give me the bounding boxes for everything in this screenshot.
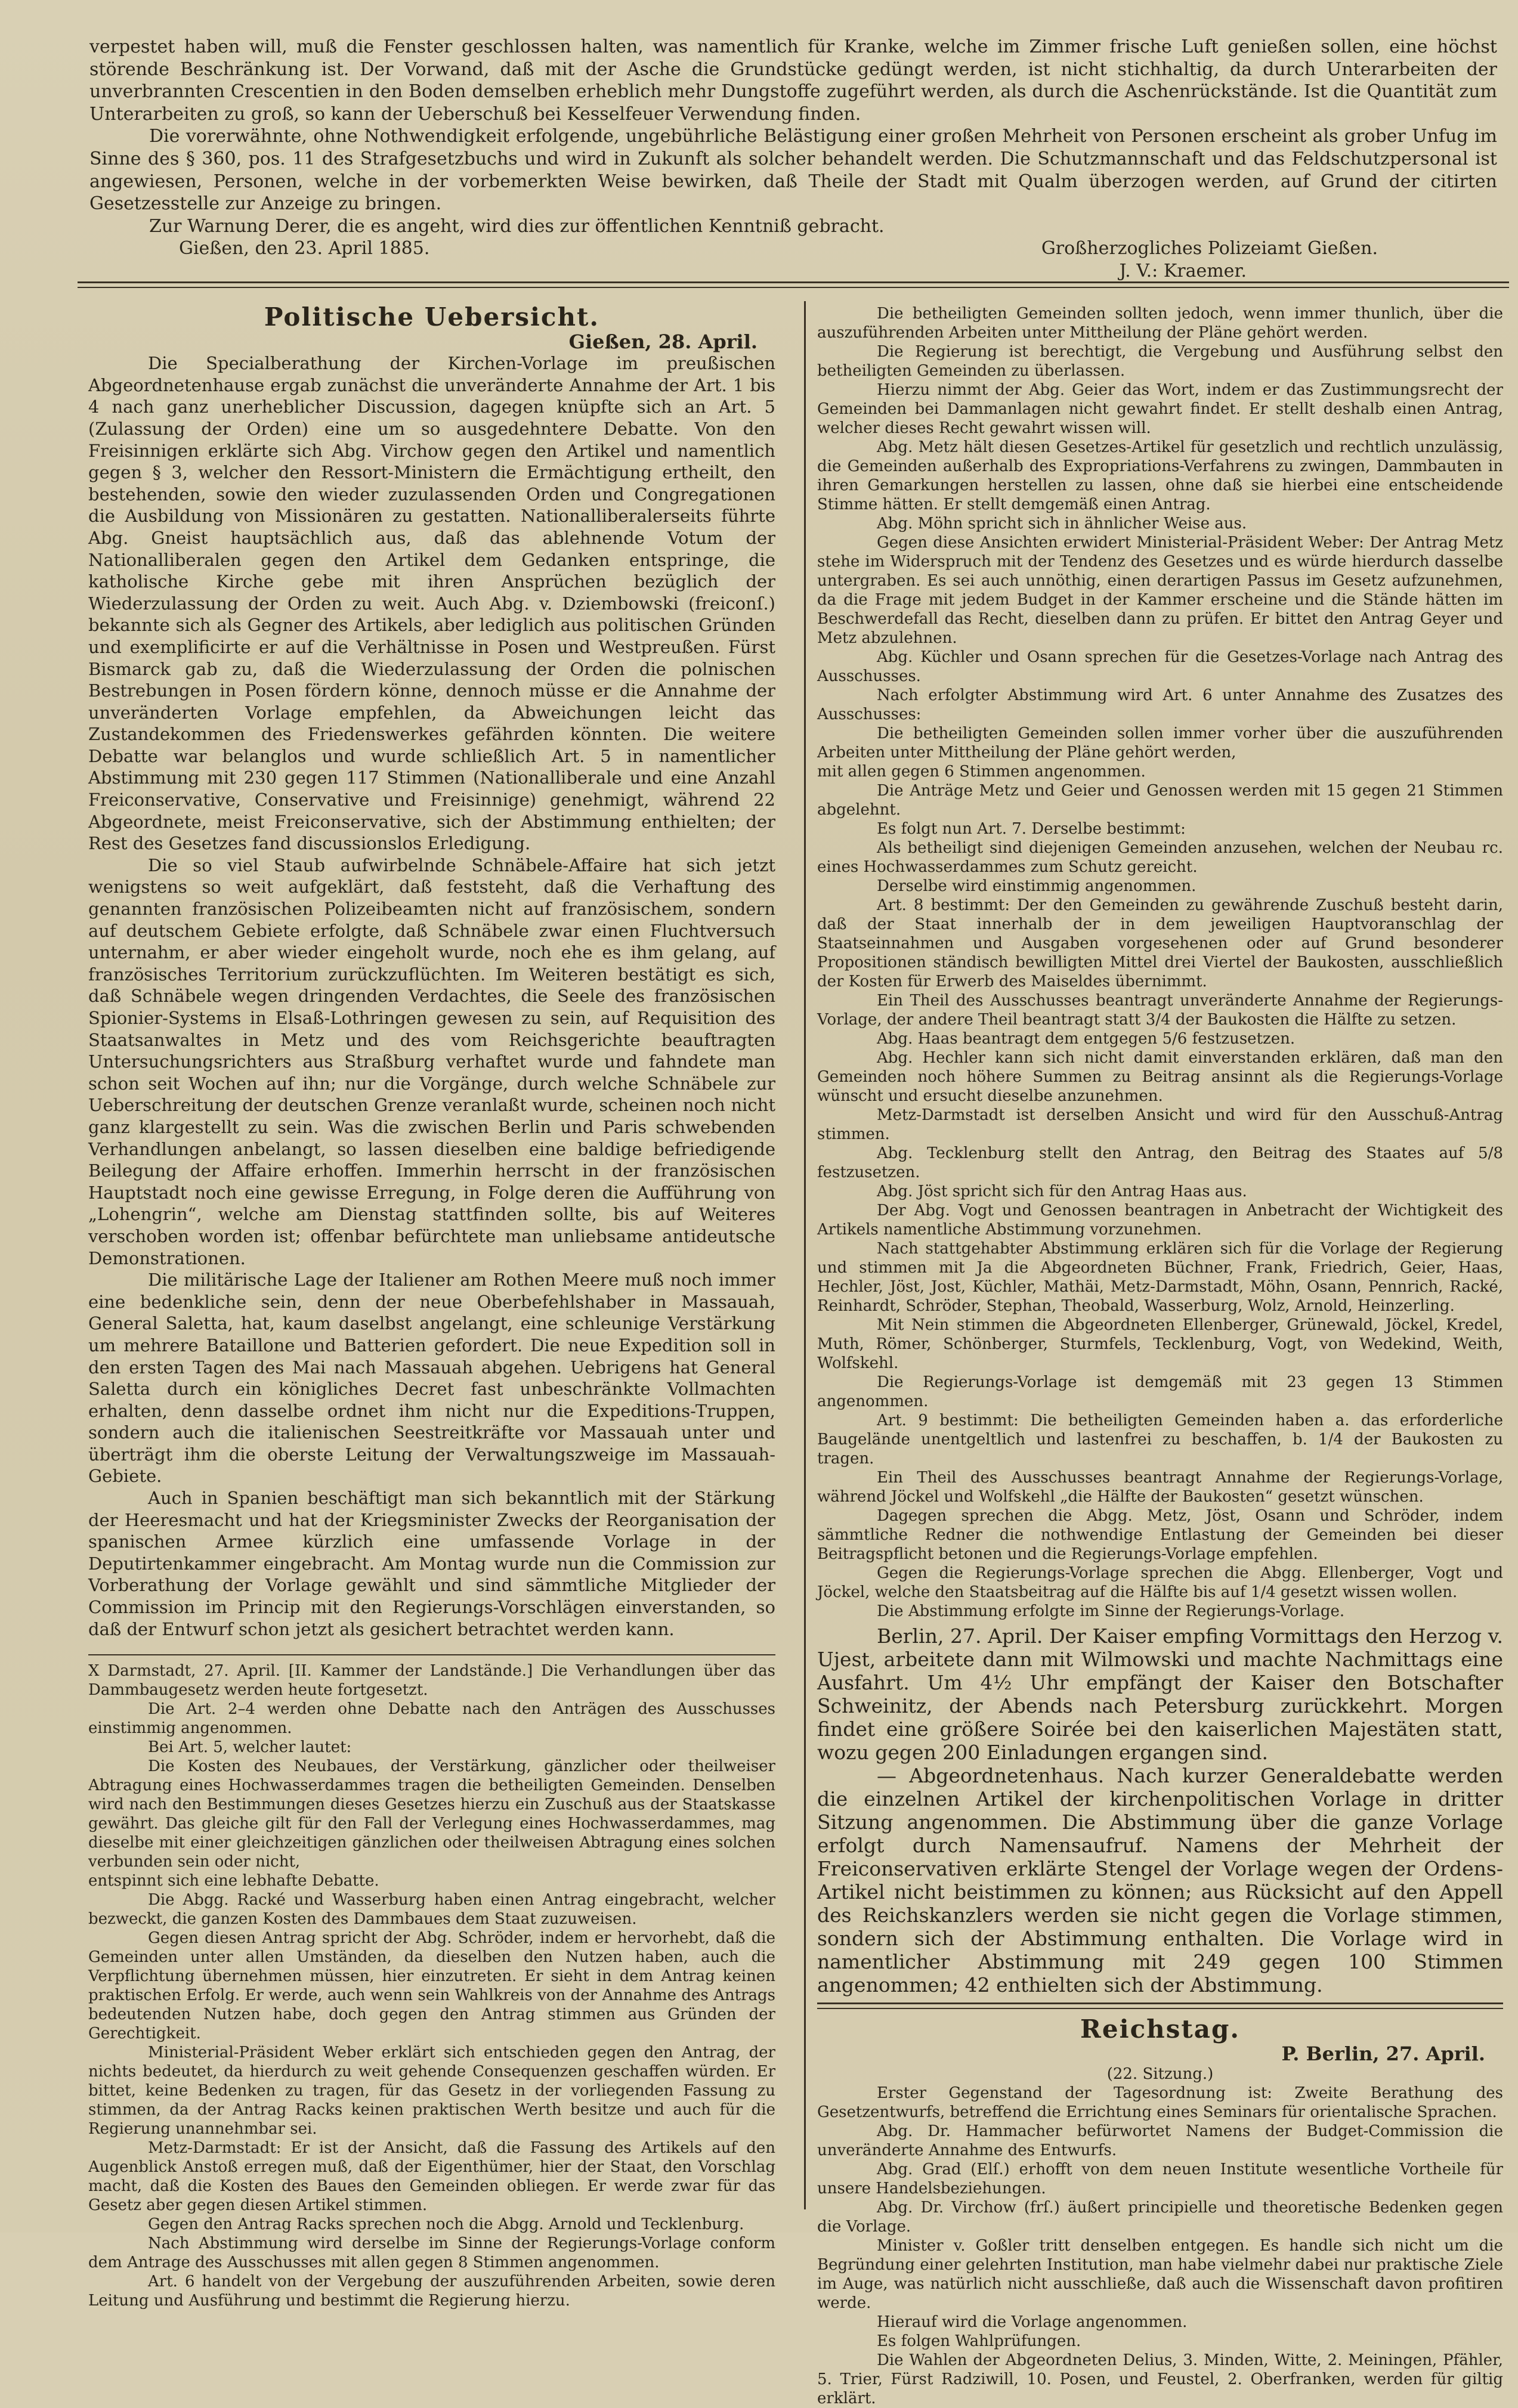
darmstadt-cont-paragraph: Nach stattgehabter Abstimmung erklären sich für die Vorlage der Regierung und stimmen mit Ja die Abgeordneten Büchner, Frank, Friedrich, Geier, Haas, Hechler, Jöst, Jost, Küchler, Mathäi, Metz-Darmstadt, Möhn, Osann, Pennrich, Racké, Reinhardt, Schröder, Stephan, Theobald, Wasserburg, Wolz, Arnold, Heinzerling. [817, 1240, 1503, 1315]
darmstadt-cont-paragraph: Mit Nein stimmen die Abgeordneten Ellenberger, Grünewald, Jöckel, Kredel, Muth, Römer, Schönberger, Sturmfels, Tecklenburg, Vogt, von Wedekind, Weith, Wolfskehl. [817, 1316, 1503, 1372]
notice-authority: Großherzogliches Polizeiamt Gießen. [1041, 238, 1378, 259]
section-divider [78, 281, 1509, 288]
section-divider-reichstag [817, 2002, 1503, 2009]
darmstadt-cont-paragraph: mit allen gegen 6 Stimmen angenommen. [817, 763, 1146, 781]
reichstag-paragraph: Abg. Grad (Elſ.) erhofft von dem neuen Institute wesentliche Vortheile für unsere Handelsbeziehungen. [817, 2161, 1503, 2198]
dateline-reichstag: P. Berlin, 27. April. [1281, 2042, 1485, 2065]
notice-paragraph-3: Zur Warnung Derer, die es angeht, wird dies zur öffentlichen Kenntniß gebracht. [149, 215, 885, 237]
politics-paragraph: Die Specialberathung der Kirchen-Vorlage im preußischen Abgeordnetenhause ergab zunächst die unveränderte Annahme der Art. 1 bis 4 nach ganz unerheblicher Discussion, dagegen knüpfte sich an Art. 5 (Zulassung der Orden) eine um so ausgedehntere Debatte. Von den Freisinnigen erklärte sich Abg. Virchow gegen den Artikel und namentlich gegen § 3, welcher den Ressort-Ministern die Ermächtigung ertheilt, den bestehenden, sowie den wieder zuzulassenden Orden und Congregationen die Ausbildung von Missionären zu gestatten. Nationalliberalerseits führte Abg. Gneist hauptsächlich aus, daß das ablehnende Votum der Nationalliberalen gegen den Artikel dem Gedanken entspringe, die katholische Kirche gebe mit ihren Ansprüchen bezüglich der Wiederzulassung der Orden zu weit. Auch Abg. v. Dziembowski (freiconſ.) bekannte sich als Gegner des Artikels, aber lediglich aus politischen Gründen und exemplificirte er auf die Verhältnisse in Posen und Westpreußen. Fürst Bismarck gab zu, daß die Wiederzulassung der Orden die polnischen Bestrebungen in Posen fördern könne, dennoch müsse er die Annahme der unveränderten Vorlage empfehlen, da Abweichungen leicht das Zustandekommen des Friedenswerkes gefährden könnten. Die weitere Debatte war belanglos und wurde schließlich Art. 5 in namentlicher Abstimmung mit 230 gegen 117 Stimmen (Nationalliberale und eine Anzahl Freiconservative, Conservative und Freisinnige) genehmigt, während 22 Abgeordnete, meist Freiconservative, sich der Abstimmung enthielten; der Rest des Gesetzes fand discussionslos Erledigung. [88, 353, 775, 854]
notice-signature-row [89, 237, 1497, 260]
darmstadt-paragraph: entspinnt sich eine lebhafte Debatte. [88, 1872, 379, 1890]
darmstadt-cont-paragraph: Die Abstimmung erfolgte im Sinne der Regierungs-Vorlage. [877, 1602, 1345, 1620]
darmstadt-cont-paragraph: Metz-Darmstadt ist derselben Ansicht und wird für den Ausschuß-Antrag stimmen. [817, 1106, 1503, 1143]
reichstag-paragraph: Es folgen Wahlprüfungen. [877, 2332, 1081, 2351]
politics-paragraph: Die so viel Staub aufwirbelnde Schnäbele-Affaire hat sich jetzt wenigstens so weit aufgeklärt, daß feststeht, daß die Verhaftung des genannten französischen Polizeibeamten nicht auf französischem, sondern auf deutschem Gebiete erfolgte, daß Schnäbele zwar einen Fluchtversuch unternahm, er aber wieder eingeholt wurde, noch ehe es ihm gelang, auf französisches Territorium zurückzuflüchten. Im Weiteren bestätigt es sich, daß Schnäbele wegen dringenden Verdachtes, die Seele des französischen Spionier-Systems in Elsaß-Lothringen gewesen zu sein, auf Requisition des Staatsanwaltes in Metz und des vom Reichsgerichte beauftragten Untersuchungsrichters aus Straßburg verhaftet wurde und fahndete man schon seit Wochen auf ihn; nur die Vorgänge, durch welche Schnäbele zur Ueberschreitung der deutschen Grenze veranlaßt wurde, scheinen noch nicht ganz klargestellt zu sein. Was die zwischen Berlin und Paris schwebenden Verhandlungen anbelangt, so lassen dieselben eine baldige befriedigende Beilegung der Affaire erhoffen. Immerhin herrscht in der französischen Hauptstadt noch eine gewisse Erregung, in Folge deren die Aufführung von „Lohengrin“, welche am Dienstag stattfinden sollte, bis auf Weiteres verschoben worden ist; offenbar befürchtete man unliebsame antideutsche Demonstrationen. [88, 855, 775, 1268]
right-column [817, 304, 1503, 2408]
berlin-paragraph: — Abgeordnetenhaus. Nach kurzer Generaldebatte werden die einzelnen Artikel der kirchenpolitischen Vorlage in dritter Sitzung angenommen. Die Abstimmung über die ganze Vorlage erfolgt durch Namensaufruf. Namens der Mehrheit der Freiconservativen erklärte Stengel der Vorlage wegen der Ordens-Artikel nicht beistimmen zu können; aus Rücksicht auf den Appell des Reichskanzlers werden sie nicht gegen die Vorlage stimmen, sondern sich der Abstimmung enthalten. Die Vorlage wird in namentlicher Abstimmung mit 249 gegen 100 Stimmen angenommen; 42 enthielten sich der Abstimmung. [817, 1764, 1503, 1997]
darmstadt-cont-paragraph: Die Regierung ist berechtigt, die Vergebung und Ausführung selbst den betheiligten Gemeinden zu überlassen. [817, 343, 1503, 380]
reichstag-paragraph: Abg. Dr. Hammacher befürwortet Namens der Budget-Commission die unveränderte Annahme des Entwurfs. [817, 2122, 1503, 2160]
darmstadt-paragraph: Die Art. 2–4 werden ohne Debatte nach den Anträgen des Ausschusses einstimmig angenommen. [88, 1700, 775, 1738]
notice-paragraph-1: verpestet haben will, muß die Fenster geschlossen halten, was namentlich für Kranke, welche im Zimmer frische Luft genießen sollen, eine höchst störende Beschränkung ist. Der Vorwand, daß mit der Asche die Grundstücke gedüngt werden, ist nicht stichhaltig, da durch Unterarbeiten der unverbrannten Crescentien in den Boden demselben erheblich mehr Dungstoffe zugeführt werden, als durch die Aschenrückstände. Ist die Quantität zum Unterarbeiten zu groß, so kann der Ueberschuß bei Kesselfeuer Verwendung finden. [89, 36, 1497, 125]
darmstadt-paragraph: Ministerial-Präsident Weber erklärt sich entschieden gegen den Antrag, der nichts bedeutet, da hierdurch zu weit gehende Consequenzen geschaffen würden. Er bittet, keine Bedenken zu tragen, für das Gesetz in der vorliegenden Fassung zu stimmen, da der Antrag Racks keinen praktischen Werth besitze und auch für die Regierung unannehmbar sei. [88, 2044, 775, 2138]
darmstadt-cont-paragraph: Ein Theil des Ausschusses beantragt Annahme der Regierungs-Vorlage, während Jöckel und Wolfskehl „die Hälfte der Baukosten“ gesetzt wünschen. [817, 1469, 1503, 1506]
notice-place-date: Gießen, den 23. April 1885. [179, 238, 430, 259]
darmstadt-paragraph: Die Abgg. Racké und Wasserburg haben einen Antrag eingebracht, welcher bezweckt, die ganzen Kosten des Dammbaues dem Staat zuzuweisen. [88, 1891, 775, 1929]
darmstadt-cont-paragraph: Abg. Jöst spricht sich für den Antrag Haas aus. [877, 1183, 1247, 1200]
darmstadt-cont-paragraph: Abg. Küchler und Osann sprechen für die Gesetzes-Vorlage nach Antrag des Ausschusses. [817, 648, 1503, 685]
reichstag-paragraph: Hierauf wird die Vorlage angenommen. [877, 2313, 1188, 2332]
police-notice [89, 36, 1497, 283]
reichstag-paragraph: Erster Gegenstand der Tagesordnung ist: Zweite Berathung des Gesetzentwurfs, betreffend die Errichtung eines Seminars für orientalische Sprachen. [817, 2084, 1503, 2122]
darmstadt-cont-paragraph: Abg. Metz hält diesen Gesetzes-Artikel für gesetzlich und rechtlich unzulässig, die Gemeinden außerhalb des Expropriations-Verfahrens zu zwingen, Dammbauten in ihren Gemarkungen herstellen zu lassen, ohne daß sie hierbei eine entscheidende Stimme hätten. Er stellt demgemäß einen Antrag. [817, 438, 1503, 513]
notice-paragraph-2: Die vorerwähnte, ohne Nothwendigkeit erfolgende, ungebührliche Belästigung einer großen Mehrheit von Personen erscheint als grober Unfug im Sinne des § 360, pos. 11 des Strafgesetzbuchs und wird in Zukunft als solcher behandelt werden. Die Schutzmannschaft und das Feldschutzpersonal ist angewiesen, Personen, welche in der vorbemerkten Weise bewirken, daß Theile der Stadt mit Qualm überzogen werden, auf Grund der citirten Gesetzesstelle zur Anzeige zu bringen. [89, 126, 1497, 215]
darmstadt-cont-paragraph: Dagegen sprechen die Abgg. Metz, Jöst, Osann und Schröder, indem sämmtliche Redner die nothwendige Entlastung der Gemeinden bei dieser Beitragspflicht betonen und die Regierungs-Vorlage empfehlen. [817, 1507, 1503, 1563]
darmstadt-cont-paragraph: Abg. Möhn spricht sich in ähnlicher Weise aus. [877, 515, 1247, 533]
politics-paragraph: Auch in Spanien beschäftigt man sich bekanntlich mit der Stärkung der Heeresmacht und hat der Kriegsminister Zwecks der Reorganisation der spanischen Armee kürzlich eine umfassende Vorlage in der Deputirtenkammer eingebracht. Am Montag wurde nun die Commission zur Vorberathung der Vorlage gewählt und sind sämmtliche Mitglieder der Commission im Princip mit den Regierungs-Vorschlägen einverstanden, so daß der Entwurf schon jetzt als gesichert betrachtet werden kann. [88, 1488, 775, 1639]
column-divider [804, 301, 806, 2209]
darmstadt-cont-paragraph: Die Anträge Metz und Geier und Genossen werden mit 15 gegen 21 Stimmen abgelehnt. [817, 782, 1503, 819]
darmstadt-cont-paragraph: Derselbe wird einstimmig angenommen. [877, 877, 1197, 895]
darmstadt-cont-paragraph: Der Abg. Vogt und Genossen beantragen in Anbetracht der Wichtigkeit des Artikels namentliche Abstimmung vorzunehmen. [817, 1202, 1503, 1239]
section-heading-politics: Politische Uebersicht. [264, 302, 600, 332]
darmstadt-cont-paragraph: Gegen diese Ansichten erwidert Ministerial-Präsident Weber: Der Antrag Metz stehe im Widerspruch mit der Tendenz des Gesetzes und es würde hierdurch dasselbe untergraben. Es sei auch unnöthig, einen derartigen Passus im Gesetz aufzunehmen, da die Frage mit jedem Budget in der Kammer erscheine und die Stände hätten im Beschwerdefall das Recht, dieselben dann zu prüfen. Er bittet den Antrag Geyer und Metz abzulehnen. [817, 534, 1503, 647]
darmstadt-cont-paragraph: Die betheiligten Gemeinden sollten jedoch, wenn immer thunlich, über die auszuführenden Arbeiten unter Mittheilung der Pläne gehört werden. [817, 305, 1503, 342]
darmstadt-cont-paragraph: Abg. Hechler kann sich nicht damit einverstanden erklären, daß man den Gemeinden noch höhere Summen zu Beitrag ansinnt als die Regierungs-Vorlage wünscht und ersucht dieselbe anzunehmen. [817, 1049, 1503, 1105]
darmstadt-cont-paragraph: Abg. Tecklenburg stellt den Antrag, den Beitrag des Staates auf 5/8 festzusetzen. [817, 1144, 1503, 1181]
section-heading-reichstag: Reichstag. [1080, 2014, 1240, 2044]
darmstadt-paragraph: Gegen diesen Antrag spricht der Abg. Schröder, indem er hervorhebt, daß die Gemeinden unter allen Umständen, da dieselben den Nutzen haben, auch die Verpflichtung übernehmen müssen, hier einzutreten. Er sieht in dem Antrag keinen praktischen Erfolg. Er werde, auch wenn sein Wahlkreis von der Annahme des Antrags bedeutenden Nutzen habe, doch gegen den Antrag stimmen aus Gründen der Gerechtigkeit. [88, 1929, 775, 2043]
darmstadt-cont-paragraph: Art. 9 bestimmt: Die betheiligten Gemeinden haben a. das erforderliche Baugelände unentgeltlich und lastenfrei zu beschaffen, b. 1/4 der Baukosten zu tragen. [817, 1412, 1503, 1468]
politics-paragraph: Die militärische Lage der Italiener am Rothen Meere muß noch immer eine bedenkliche sein, denn der neue Oberbefehlshaber in Massauah, General Saletta, hat, kaum daselbst angelangt, eine schleunige Verstärkung um mehrere Bataillone und Batterien gefordert. Die neue Expedition soll in den ersten Tagen des Mai nach Massauah abgehen. Uebrigens hat General Saletta durch ein königliches Decret fast unbeschränkte Vollmachten erhalten, denn dasselbe ordnet ihm nicht nur die Expeditions-Truppen, sondern auch die italienischen Seestreitkräfte vor Massauah unter und überträgt ihm die oberste Leitung der Verwaltungszweige im Massauah-Gebiete. [88, 1270, 775, 1487]
darmstadt-cont-paragraph: Gegen die Regierungs-Vorlage sprechen die Abgg. Ellenberger, Vogt und Jöckel, welche den Staatsbeitrag auf die Hälfte bis auf 1/4 gesetzt wissen wollen. [817, 1564, 1503, 1601]
left-column [88, 304, 775, 2310]
darmstadt-paragraph: Die Kosten des Neubaues, der Verstärkung, gänzlicher oder theilweiser Abtragung eines Hochwasserdammes tragen die betheiligten Gemeinden. Denselben wird nach den Bestimmungen dieses Gesetzes hierzu ein Zuschuß aus der Staatskasse gewährt. Das gleiche gilt für den Fall der Verlegung eines Hochwasserdammes, mag dieselbe mit einer gleichzeitigen gänzlichen oder theilweisen Abtragung eines solchen verbunden sein oder nicht, [88, 1757, 775, 1871]
darmstadt-cont-paragraph: Hierzu nimmt der Abg. Geier das Wort, indem er das Zustimmungsrecht der Gemeinden bei Dammanlagen nicht gewahrt findet. Er stellt deshalb einen Antrag, welcher dieses Recht gewahrt wissen will. [817, 381, 1503, 437]
darmstadt-cont-paragraph: Abg. Haas beantragt dem entgegen 5/6 festzusetzen. [877, 1030, 1296, 1048]
darmstadt-cont-paragraph: Art. 8 bestimmt: Der den Gemeinden zu gewährende Zuschuß besteht darin, daß der Staat innerhalb der in dem jeweiligen Hauptvoranschlag der Staatseinnahmen und Ausgaben vorgesehenen oder auf Grund besonderer Propositionen ständisch bewilligten Mittel drei Viertel der Baukosten, ausschließlich der Kosten für Erwerb des Maiseldes übernimmt. [817, 896, 1503, 991]
darmstadt-cont-paragraph: Die betheiligten Gemeinden sollen immer vorher über die auszuführenden Arbeiten unter Mittheilung der Pläne gehört werden, [817, 725, 1503, 762]
reichstag-session: (22. Sitzung.) [1106, 2065, 1214, 2084]
reichstag-paragraph: Minister v. Goßler tritt denselben entgegen. Es handle sich nicht um die Begründung einer gelehrten Institution, man habe vielmehr dabei nur praktische Ziele im Auge, was natürlich nicht ausschließe, daß auch die Wissenschaft davon profitiren werde. [817, 2237, 1503, 2313]
darmstadt-cont-paragraph: Es folgt nun Art. 7. Derselbe bestimmt: [877, 820, 1186, 838]
darmstadt-paragraph: Gegen den Antrag Racks sprechen noch die Abgg. Arnold und Tecklenburg. [148, 2215, 744, 2234]
darmstadt-cont-paragraph: Die Regierungs-Vorlage ist demgemäß mit 23 gegen 13 Stimmen angenommen. [817, 1373, 1503, 1410]
darmstadt-cont-paragraph: Ein Theil des Ausschusses beantragt unveränderte Annahme der Regierungs-Vorlage, der andere Theil beantragt statt 3/4 der Baukosten die Hälfte zu setzen. [817, 992, 1503, 1029]
notice-signature: J. V.: Kraemer. [1119, 260, 1247, 281]
darmstadt-cont-paragraph: Als betheiligt sind diejenigen Gemeinden anzusehen, welchen der Neubau rc. eines Hochwasserdammes zum Schutz gereicht. [817, 839, 1503, 876]
berlin-paragraph: Berlin, 27. April. Der Kaiser empfing Vormittags den Herzog v. Ujest, arbeitete dann mit Wilmowski und machte Nachmittags eine Ausfahrt. Um 4½ Uhr empfängt der Kaiser den Botschafter Schweinitz, der Abends nach Petersburg zurückkehrt. Morgen findet eine größere Soirée bei den kaiserlichen Majestäten statt, wozu gegen 200 Einladungen ergangen sind. [817, 1624, 1503, 1764]
darmstadt-paragraph: Nach Abstimmung wird derselbe im Sinne der Regierungs-Vorlage conform dem Antrage des Ausschusses mit allen gegen 8 Stimmen angenommen. [88, 2234, 775, 2272]
reichstag-paragraph: Die Wahlen der Abgeordneten Delius, 3. Minden, Witte, 2. Meiningen, Pfähler, 5. Trier, Fürst Radziwill, 10. Posen, und Feustel, 2. Oberfranken, werden für giltig erklärt. [817, 2351, 1503, 2408]
reichstag-paragraph: Abg. Dr. Virchow (frſ.) äußert principielle und theoretische Bedenken gegen die Vorlage. [817, 2199, 1503, 2236]
dateline-giessen: Gießen, 28. April. [568, 330, 758, 353]
darmstadt-cont-paragraph: Nach erfolgter Abstimmung wird Art. 6 unter Annahme des Zusatzes des Ausschusses: [817, 686, 1503, 723]
darmstadt-paragraph: Bei Art. 5, welcher lautet: [148, 1738, 352, 1757]
darmstadt-head: X Darmstadt, 27. April. [II. Kammer der Landstände.] Die Verhandlungen über das Dammbaugesetz werden heute fortgesetzt. [88, 1662, 775, 1700]
darmstadt-paragraph: Metz-Darmstadt: Er ist der Ansicht, daß die Fassung des Artikels auf den Augenblick Anstoß erregen muß, daß der Eigenthümer, hier der Staat, den Vorschlag macht, daß die Kosten des Baues den Gemeinden obliegen. Er werde zwar für das Gesetz aber gegen diesen Artikel stimmen. [88, 2139, 775, 2215]
article-divider [88, 1645, 775, 1655]
darmstadt-paragraph: Art. 6 handelt von der Vergebung der auszuführenden Arbeiten, sowie deren Leitung und Ausführung und bestimmt die Regierung hierzu. [88, 2273, 775, 2310]
